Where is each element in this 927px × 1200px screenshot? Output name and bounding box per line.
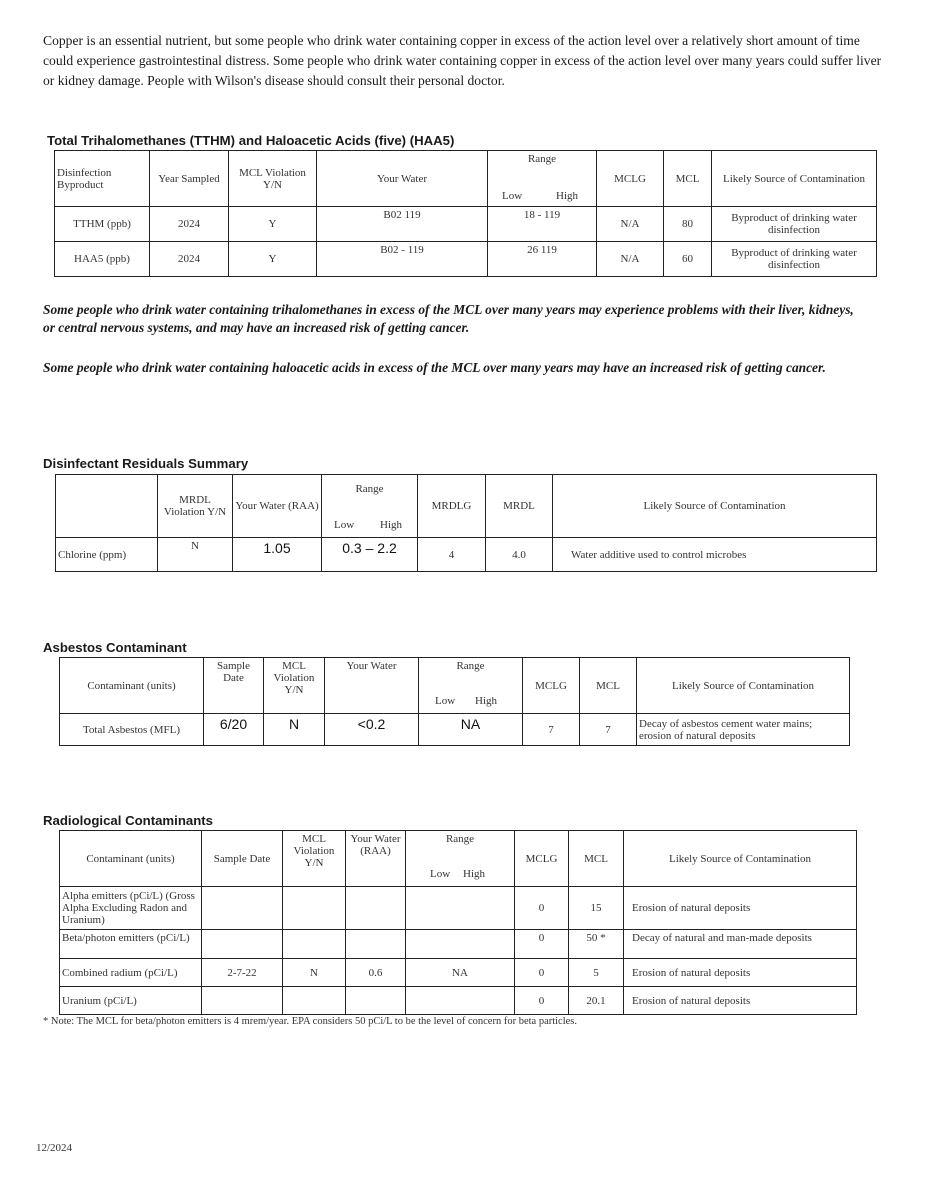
row-source: Erosion of natural deposits [624,887,857,930]
header-mclg: MCLG [515,831,569,887]
header-source: Likely Source of Contamination [712,151,877,207]
row-date [202,930,283,959]
row-mclg: 0 [515,987,569,1015]
header-your-water: Your Water [325,658,419,714]
row-date: 6/20 [204,714,264,746]
row-name: Beta/photon emitters (pCi/L) [60,930,202,959]
header-contaminant: Contaminant (units) [60,658,204,714]
header-range [322,475,418,538]
row-date [202,887,283,930]
row-violation: Y [229,207,317,242]
row-mcl: 60 [664,242,712,277]
row-source: Byproduct of drinking water disinfection [712,242,877,277]
row-range: NA [406,959,515,987]
header-date: Sample Date [202,831,283,887]
header-low: Low [430,868,451,880]
row-name: Total Asbestos (MFL) [60,714,204,746]
row-name: HAA5 (ppb) [55,242,150,277]
header-source: Likely Source of Contamination [553,475,877,538]
haa5-health-note: Some people who drink water containing haloacetic acids in excess of the MCL over many years may have an increased risk of getting cancer. [43,360,826,375]
table-row [55,242,877,277]
table-header-row [55,151,877,207]
row-mrdl: 4.0 [486,538,553,572]
table-header-row [56,475,877,538]
row-mcl: 50 * [569,930,624,959]
disinfectant-table [55,474,877,572]
row-source: Erosion of natural deposits [624,959,857,987]
row-name: TTHM (ppb) [55,207,150,242]
copper-paragraph: Copper is an essential nutrient, but some people who drink water containing copper in excess of the action level over a relatively short amount of time could experience gastrointestinal distress. Some people who drink water containing copper in excess of the action level over many years could suffer liver or kidney damage. People with Wilson's disease should consult their personal doctor. [43,33,882,88]
row-date: 2-7-22 [202,959,283,987]
table-row [55,207,877,242]
table-header-row [60,658,850,714]
table-header-row [60,831,857,887]
tthm-health-note: Some people who drink water containing trihalomethanes in excess of the MCL over many years may experience problems with their liver, kidneys, or central nervous systems, and may have an increased risk of getting cancer. [43,302,854,335]
row-your-water: B02 - 119 [317,242,488,277]
row-your-water [346,930,406,959]
table-row [60,714,850,746]
row-range [406,887,515,930]
header-mcl: MCL [580,658,637,714]
table-row [56,538,877,572]
header-range-label: Range [355,483,384,495]
row-mrdlg: 4 [418,538,486,572]
header-range-label: Range [445,833,475,845]
row-mcl: 5 [569,959,624,987]
header-contaminant: Contaminant (units) [60,831,202,887]
header-your-water: Your Water [317,151,488,207]
header-date: Sample Date [204,658,264,714]
row-mclg: 0 [515,930,569,959]
row-range: 0.3 – 2.2 [322,538,418,572]
header-violation: MCL Violation Y/N [264,658,325,714]
header-violation: MRDL Violation Y/N [158,475,233,538]
header-empty [56,475,158,538]
asbestos-section-title: Asbestos Contaminant [43,640,187,655]
header-range [406,831,515,887]
header-mrdl: MRDL [486,475,553,538]
row-source: Byproduct of drinking water disinfection [712,207,877,242]
row-violation: N [264,714,325,746]
table-row [60,959,857,987]
row-violation [283,987,346,1015]
row-violation [283,930,346,959]
row-mclg: 0 [515,887,569,930]
table-row [60,930,857,959]
header-mclg: MCLG [523,658,580,714]
row-your-water: B02 119 [317,207,488,242]
row-mclg: 7 [523,714,580,746]
row-mclg: N/A [597,242,664,277]
row-violation: N [158,538,233,572]
row-year: 2024 [150,242,229,277]
row-year: 2024 [150,207,229,242]
table-row [60,887,857,930]
row-your-water: <0.2 [325,714,419,746]
header-range-label: Range [456,660,485,672]
header-byproduct: Disinfection Byproduct [55,151,150,207]
row-your-water [346,987,406,1015]
row-mcl: 20.1 [569,987,624,1015]
header-high: High [380,519,402,531]
header-high: High [463,868,485,880]
tthm-section-title: Total Trihalomethanes (TTHM) and Haloacetic Acids (five) (HAA5) [47,133,455,148]
row-name: Chlorine (ppm) [56,538,158,572]
row-range [406,987,515,1015]
tthm-table [54,150,877,277]
header-low: Low [435,695,456,707]
row-violation: N [283,959,346,987]
row-date [202,987,283,1015]
row-mcl: 15 [569,887,624,930]
row-range: 18 - 119 [488,207,597,242]
header-high: High [475,695,497,707]
row-your-water: 0.6 [346,959,406,987]
row-source: Erosion of natural deposits [624,987,857,1015]
header-mrdlg: MRDLG [418,475,486,538]
page-footer-date: 12/2024 [36,1142,73,1154]
asbestos-table [59,657,850,746]
row-name: Uranium (pCi/L) [60,987,202,1015]
row-name: Combined radium (pCi/L) [60,959,202,987]
header-range-label: Range [527,153,557,165]
row-source: Decay of asbestos cement water mains; erosion of natural deposits [637,714,850,746]
table-row [60,987,857,1015]
header-violation: MCL Violation Y/N [283,831,346,887]
row-range: NA [419,714,523,746]
row-name: Alpha emitters (pCi/L) (Gross Alpha Excluding Radon and Uranium) [60,887,202,930]
header-mcl: MCL [664,151,712,207]
row-mclg: N/A [597,207,664,242]
row-source: Decay of natural and man-made deposits [624,930,857,959]
header-range [488,151,597,207]
header-source: Likely Source of Contamination [624,831,857,887]
row-mclg: 0 [515,959,569,987]
row-your-water: 1.05 [233,538,322,572]
disinfectant-section-title: Disinfectant Residuals Summary [43,456,249,471]
header-source: Likely Source of Contamination [637,658,850,714]
header-your-water: Your Water (RAA) [233,475,322,538]
header-violation: MCL Violation Y/N [229,151,317,207]
header-low: Low [502,190,523,202]
radiological-section-title: Radiological Contaminants [43,813,213,828]
row-mcl: 7 [580,714,637,746]
radiological-table [59,830,857,1015]
header-your-water: Your Water (RAA) [346,831,406,887]
header-high: High [556,190,578,202]
header-mcl: MCL [569,831,624,887]
row-range [406,930,515,959]
header-range [419,658,523,714]
row-violation [283,887,346,930]
beta-footnote: * Note: The MCL for beta/photon emitters is 4 mrem/year. EPA considers 50 pCi/L to be the level of concern for beta particles. [43,1016,578,1027]
row-your-water [346,887,406,930]
header-mclg: MCLG [597,151,664,207]
row-mcl: 80 [664,207,712,242]
row-source: Water additive used to control microbes [553,538,877,572]
row-violation: Y [229,242,317,277]
header-low: Low [334,519,355,531]
row-range: 26 119 [488,242,597,277]
header-year: Year Sampled [150,151,229,207]
